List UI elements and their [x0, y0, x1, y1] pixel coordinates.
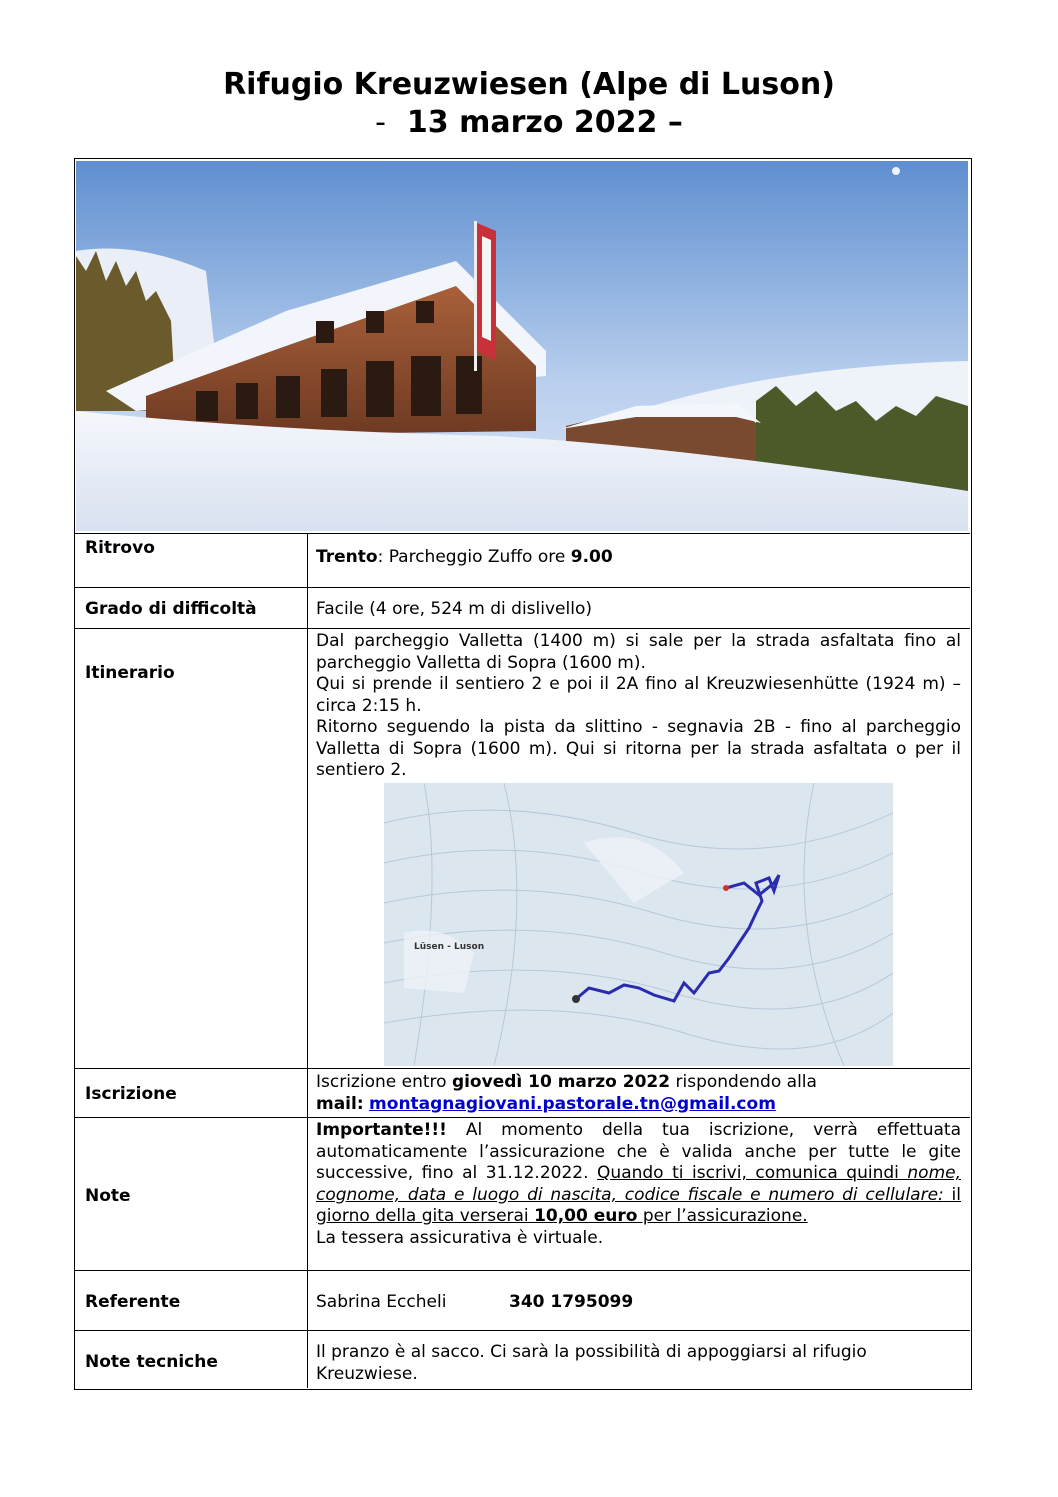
iscrizione-line-1 — [316, 1072, 961, 1094]
itinerario-paragraph: Dal parcheggio Valletta (1400 m) si sale per la strada asfaltata fino al parcheggio Valletta di Sopra (1600 m). — [316, 631, 961, 673]
note-text: Al momento della tua iscrizione, verrà effettuata automaticamente l’assicurazione che è valida anche per tutte le gite successive, fino al 31.12.2022. — [316, 1120, 961, 1183]
note-underlined-text: per l’assicurazione. — [637, 1206, 808, 1226]
mail-label: mail: — [316, 1093, 364, 1114]
note-tecniche-label: Note tecniche — [85, 1352, 218, 1372]
itinerario-label: Itinerario — [85, 663, 175, 683]
title-line-1: Rifugio Kreuzwiesen (Alpe di Luson) — [223, 67, 835, 102]
iscrizione-content — [316, 1072, 961, 1115]
iscrizione-text: rispondendo alla — [670, 1072, 817, 1092]
note-label: Note — [85, 1186, 131, 1206]
referente-phone: 340 1795099 — [509, 1292, 634, 1312]
title-line-2 — [0, 104, 1058, 142]
row-divider — [74, 628, 970, 629]
note-content — [316, 1120, 961, 1249]
note-underlined-text: il giorno della gita verserai — [316, 1184, 961, 1226]
note-amount: 10,00 euro — [534, 1206, 638, 1226]
referente-name: Sabrina Eccheli — [316, 1292, 447, 1312]
note-tecniche-content: Il pranzo è al sacco. Ci sarà la possibilità di appoggiarsi al rifugio Kreuzwiese. — [316, 1342, 867, 1384]
row-divider — [74, 533, 970, 534]
note-important: Importante!!! — [316, 1120, 447, 1140]
ritrovo-text: : Parcheggio Zuffo ore — [377, 547, 571, 567]
row-divider — [74, 1068, 970, 1069]
row-divider — [74, 1330, 970, 1331]
row-divider — [74, 1117, 970, 1118]
title-dash: - — [375, 105, 386, 140]
note-virtual-card: La tessera assicurativa è virtuale. — [316, 1227, 604, 1248]
itinerario-content — [316, 631, 961, 782]
ritrovo-time: 9.00 — [570, 547, 613, 567]
note-required-data: nome, cognome, data e luogo di nascita, codice fiscale e numero di cellulare: — [316, 1163, 961, 1205]
note-underlined-text: Quando ti iscrivi, comunica quindi — [597, 1163, 908, 1183]
iscrizione-text: Iscrizione entro — [316, 1072, 452, 1092]
ritrovo-content — [316, 547, 961, 569]
ritrovo-label: Ritrovo — [85, 538, 155, 558]
iscrizione-deadline: giovedì 10 marzo 2022 — [451, 1072, 671, 1092]
row-divider — [74, 1270, 970, 1271]
row-divider — [74, 587, 970, 588]
itinerario-paragraph: Qui si prende il sentiero 2 e poi il 2A fino al Kreuzwiesenhütte (1924 m) – circa 2:15 h. — [316, 674, 961, 716]
itinerario-paragraph: Ritorno seguendo la pista da slittino - segnavia 2B - fino al parcheggio Valletta di Sopra (1600 m). Qui si ritorna per la strada asfaltata o per il sentiero 2. — [316, 717, 961, 780]
difficolta-content: Facile (4 ore, 524 m di dislivello) — [316, 599, 592, 619]
hut-photo — [76, 161, 968, 531]
document-title — [0, 66, 1058, 142]
ritrovo-city: Trento — [316, 547, 378, 567]
title-date: 13 marzo 2022 – — [406, 105, 683, 140]
referente-label: Referente — [85, 1292, 181, 1312]
map-place-label: Lüsen - Luson — [414, 942, 485, 952]
route-map — [384, 783, 893, 1066]
email-link[interactable]: montagnagiovani.pastorale.tn@gmail.com — [369, 1093, 776, 1114]
iscrizione-line-2 — [316, 1094, 961, 1116]
difficolta-label: Grado di difficoltà — [85, 599, 257, 619]
column-divider — [307, 533, 308, 1388]
note-paragraph — [316, 1120, 961, 1228]
iscrizione-label: Iscrizione — [85, 1084, 177, 1104]
